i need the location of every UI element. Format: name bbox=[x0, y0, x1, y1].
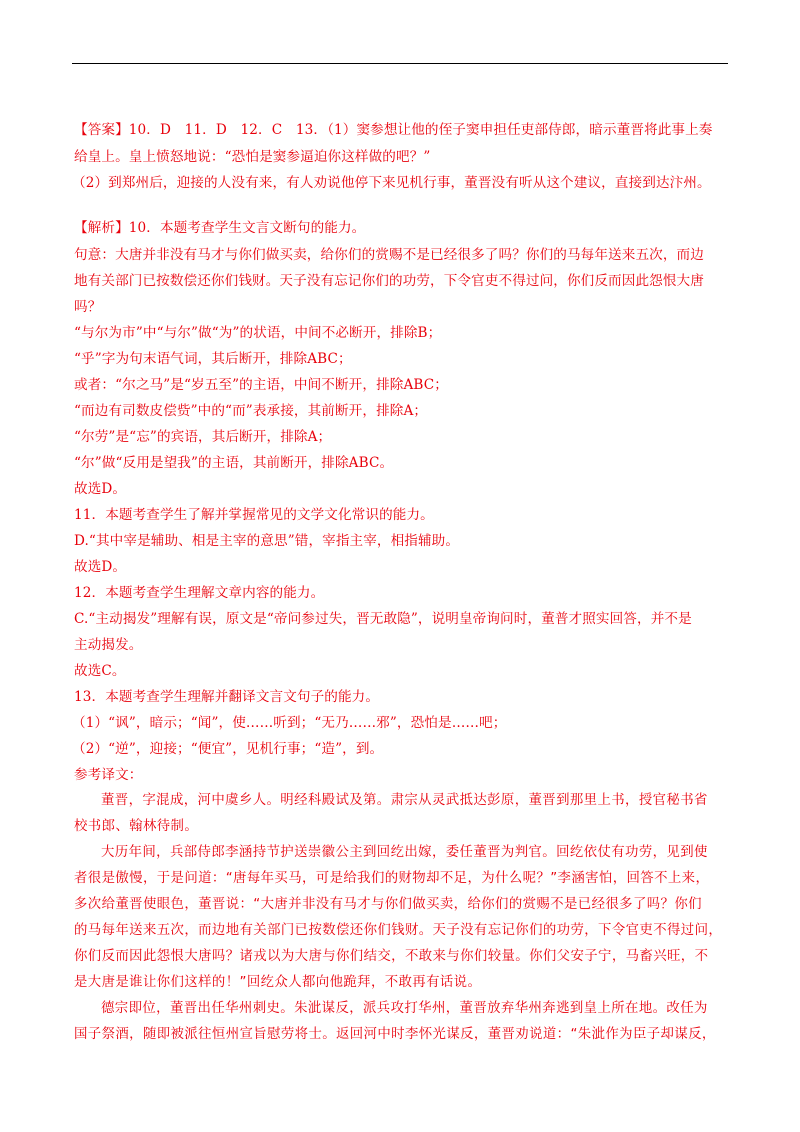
translation-line: 德宗即位，董晋出任华州刺史。朱泚谋反，派兵攻打华州，董晋放弃华州奔逃到皇上所在地。改任为 bbox=[101, 1001, 708, 1016]
analysis-line: 地有关部门已按数偿还你们钱财。天子没有忘记你们的功劳，下令官吏不得过问，你们反而因此怨恨大唐 bbox=[74, 273, 704, 289]
analysis-line: 吗？ bbox=[74, 299, 102, 315]
translation-line: 是大唐是谁让你们这样的！”回纥众人都向他跪拜，不敢再有话说。 bbox=[74, 975, 482, 990]
translation-heading: 参考译文： bbox=[74, 767, 143, 783]
analysis-line: “与尔为市”中“与尔”做“为”的状语，中间不必断开，排除B； bbox=[74, 325, 442, 341]
analysis-line: “乎”字为句末语气词，其后断开，排除ABC； bbox=[74, 351, 352, 367]
analysis-line: 句意：大唐并非没有马才与你们做买卖，给你们的赏赐不是已经很多了吗？你们的马每年送来五次，而边 bbox=[74, 247, 704, 263]
analysis-line: “尔”做“反用是望我”的主语，其前断开，排除ABC。 bbox=[74, 455, 394, 471]
translation-line: 校书郎、翰林待制。 bbox=[74, 819, 199, 834]
analysis-line: D.“其中宰是辅助、相是主宰的意思”错，宰指主宰，相指辅助。 bbox=[74, 533, 460, 549]
analysis-line: 主动揭发。 bbox=[74, 637, 143, 653]
analysis-line: （1）“讽”，暗示；“闻”，使……听到；“无乃……邪”，恐怕是……吧； bbox=[72, 715, 507, 731]
analysis-line: 故选C。 bbox=[74, 663, 126, 679]
translation-line: 你们反而因此怨恨大唐吗？诸戎以为大唐与你们结交，不敢来与你们较量。你们父安子宁，马畜兴旺，不 bbox=[74, 949, 709, 964]
translation-line: 者很是傲慢，于是问道：“唐每年买马，可是给我们的财物却不足，为什么呢？”李涵害怕，回答不上来， bbox=[74, 871, 710, 886]
translation-line: 董晋，字混成，河中虞乡人。明经科殿试及第。肃宗从灵武抵达彭原，董晋到那里上书，授官秘书省 bbox=[101, 793, 708, 808]
analysis-line: 故选D。 bbox=[74, 481, 127, 497]
analysis-line: C.“主动揭发”理解有误，原文是“帝问参过失，晋无敢隐”，说明皇帝询问时，董普才照实回答，并不是 bbox=[74, 611, 692, 627]
translation-line: 大历年间，兵部侍郎李涵持节护送崇徽公主到回纥出嫁，委任董晋为判官。回纥依仗有功劳，见到使 bbox=[101, 845, 708, 860]
answer-line: （2）到郑州后，迎接的人没有来，有人劝说他停下来见机行事，董晋没有听从这个建议，直接到达汴州。 bbox=[72, 175, 711, 191]
translation-line: 国子祭酒，随即被派往恒州宣旨慰劳将士。返回河中时李怀光谋反，董晋劝说道：“朱泚作为臣子却谋反， bbox=[74, 1027, 716, 1042]
translation-line: 的马每年送来五次，而边地有关部门已按数偿还你们钱财。天子没有忘记你们的功劳，下令官吏不得过问， bbox=[74, 923, 723, 938]
answer-line: 给皇上。皇上愤怒地说：“恐怕是窦参逼迫你这样做的吧？” bbox=[74, 149, 431, 165]
analysis-heading: 【解析】10．本题考查学生文言文断句的能力。 bbox=[74, 220, 366, 236]
analysis-line: （2）“逆”，迎接；“便宜”，见机行事；“造”，到。 bbox=[72, 741, 384, 757]
analysis-line: 11．本题考查学生了解并掌握常见的文学文化常识的能力。 bbox=[74, 507, 434, 523]
translation-line: 多次给董晋使眼色，董晋说：“大唐并非没有马才与你们做买卖，给你们的赏赐不是已经很多了吗？你们 bbox=[74, 897, 702, 912]
analysis-line: 13．本题考查学生理解并翻译文言文句子的能力。 bbox=[74, 689, 380, 705]
analysis-line: 12．本题考查学生理解文章内容的能力。 bbox=[74, 585, 325, 601]
header-rule bbox=[72, 63, 728, 64]
analysis-line: 故选D。 bbox=[74, 559, 127, 575]
answer-line: 【答案】10．D 11．D 12．C 13．（1）窦参想让他的侄子窦申担任吏部侍郎，暗示董晋将此事上奏 bbox=[74, 122, 713, 138]
analysis-line: 或者：“尔之马”是“岁五至”的主语，中间不断开，排除ABC； bbox=[74, 377, 448, 393]
analysis-line: “尔劳”是“忘”的宾语，其后断开，排除A； bbox=[74, 429, 332, 445]
analysis-line: “而边有司数皮偿赀”中的“而”表承接，其前断开，排除A； bbox=[74, 403, 428, 419]
